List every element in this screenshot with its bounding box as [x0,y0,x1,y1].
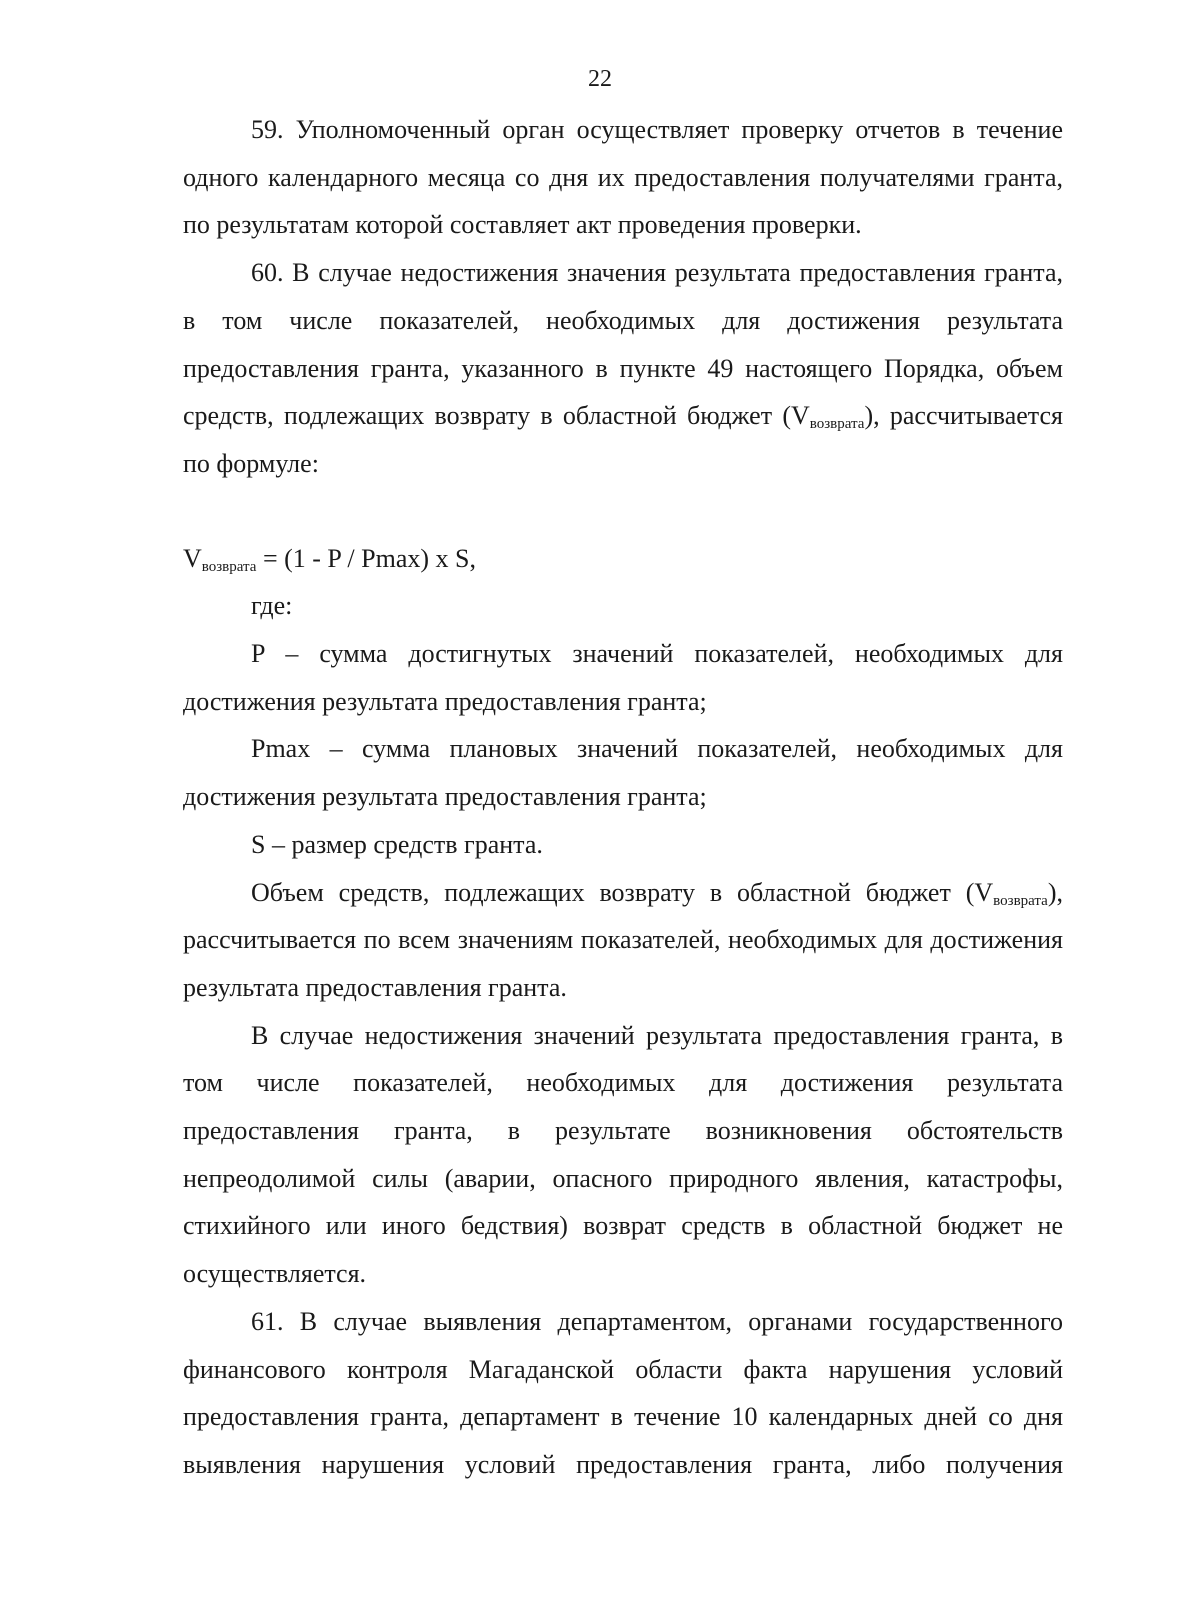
formula-subscript: возврата [201,558,257,575]
paragraph-59: 59. Уполномоченный орган осуществляет проверку отчетов в течение одного календарного месяца со дня их предоставления получателями гранта, по результатам которой составляет акт проведения проверки. [183,115,1063,240]
return-formula [183,535,1063,583]
definition-p: P – сумма достигнутых значений показателей, необходимых для достижения результата предоставления гранта; [183,639,1063,716]
paragraph-60-text: 60. В случае недостижения значения результата предоставления гранта, в том числе показателей, необходимых для достижения результата предоставления гранта, указанного в пункте 49 настоящего Порядка, объем средств, подлежащих возврату в областной бюджет (V [183,258,1063,431]
paragraph-force-majeure: В случае недостижения значений результата предоставления гранта, в том числе показателей, необходимых для достижения результата предоставления гранта, в результате возникновения обстоятельств непреодолимой силы (аварии, опасного природного явления, катастрофы, стихийного или иного бедствия) возврат средств в областной бюджет не осуществляется. [183,1020,1063,1289]
page-number: 22 [588,66,612,92]
volume-subscript: возврата [993,892,1048,909]
document-body [183,106,1063,1489]
paragraph-volume-text: Объем средств, подлежащих возврату в областной бюджет (V [251,877,994,907]
paragraph-60 [183,249,1063,488]
formula-expression: = (1 - P / Pmax) x S, [256,543,476,573]
formula-v: V [183,543,202,573]
paragraph-volume-tail: ), рассчитывается по всем значениям показателей, необходимых для достижения результата предоставления гранта. [183,877,1063,1002]
v-return-subscript: возврата [809,416,865,433]
paragraph-61: 61. В случае выявления департаментом, органами государственного финансового контроля Магаданской области факта нарушения условий предоставления гранта, департамент в течение 10 календарных дней со дня выявления нарушения условий предоставления гранта, либо получения [183,1306,1063,1479]
definition-pmax: Pmax – сумма плановых значений показателей, необходимых для достижения результата предоставления гранта; [183,734,1063,812]
paragraph-60-tail: ), рассчитывается по формуле: [183,401,1063,478]
paragraph-volume [183,869,1063,1012]
where-label: где: [251,591,293,621]
definition-s: S – размер средств гранта. [251,829,543,859]
